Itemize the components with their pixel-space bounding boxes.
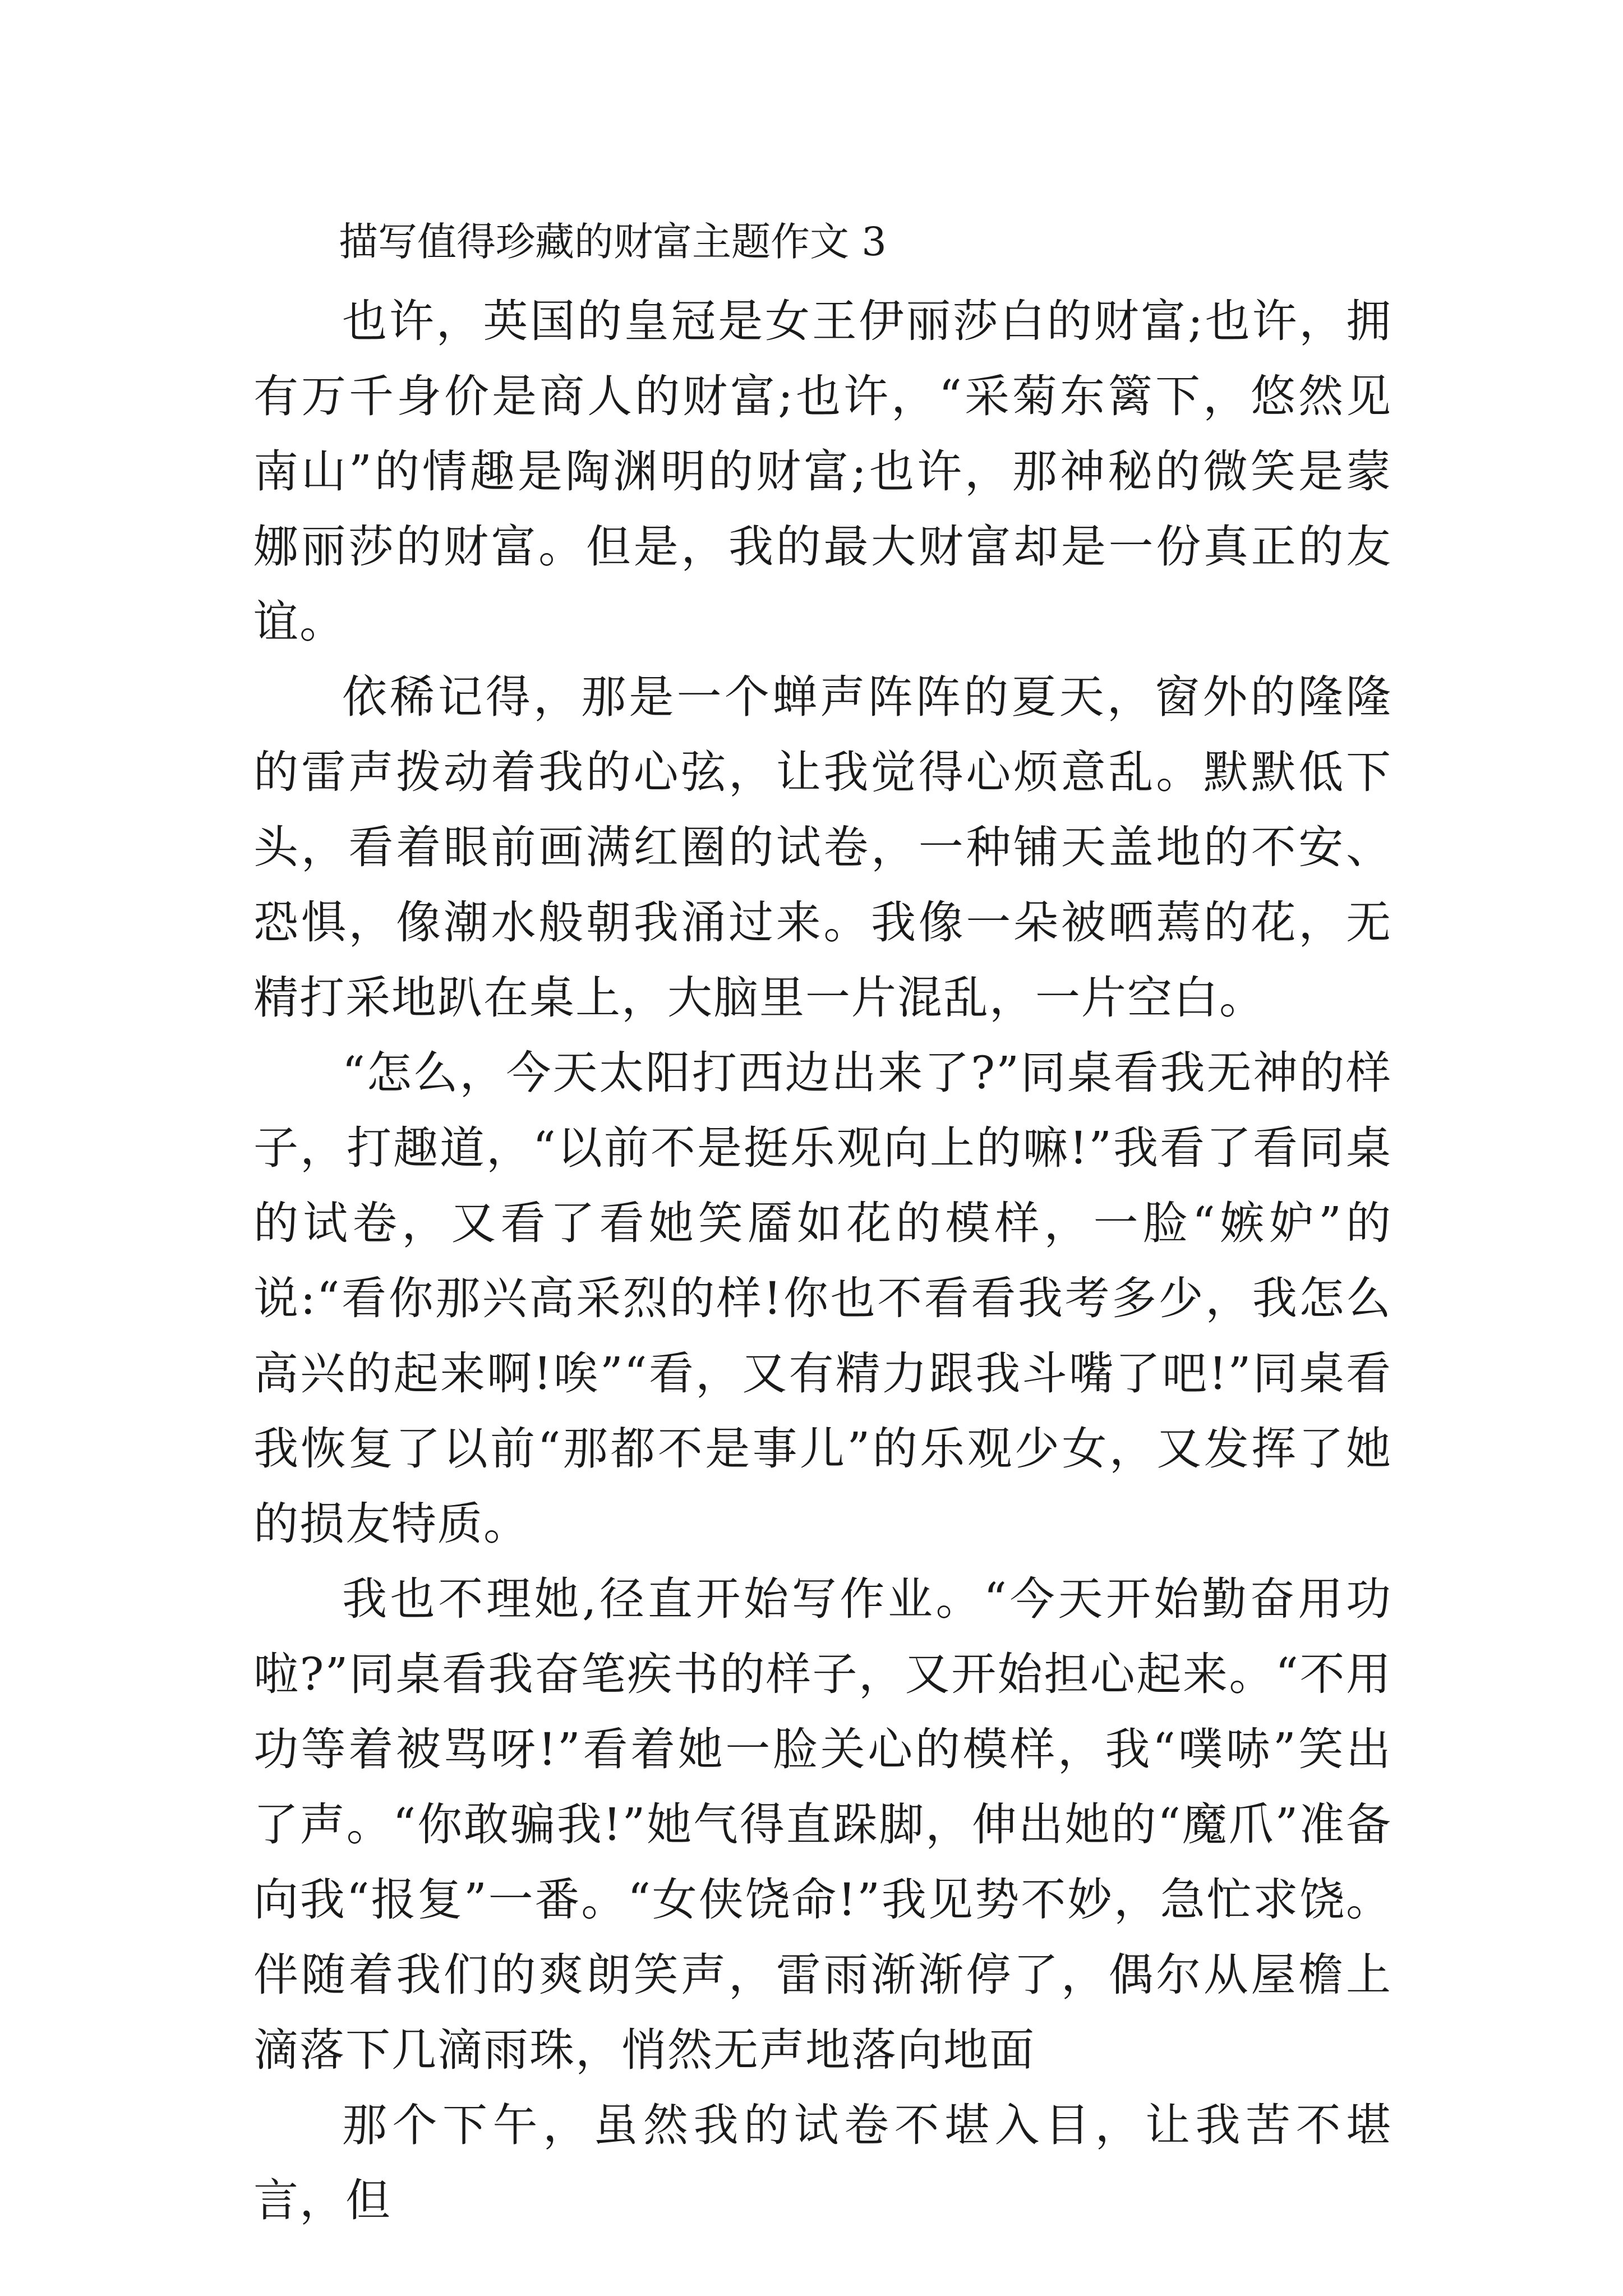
essay-paragraph: 也许，英国的皇冠是女王伊丽莎白的财富;也许，拥有万千身价是商人的财富;也许，“采菊东篱下，悠然见南山”的情趣是陶渊明的财富;也许，那神秘的微笑是蒙娜丽莎的财富。但是，我的最大财富却是一份真正的友谊。: [253, 295, 1392, 648]
essay-body: [253, 206, 1392, 2238]
essay-paragraph: “怎么，今天太阳打西边出来了?”同桌看我无神的样子，打趣道，“以前不是挺乐观向上的嘛!”我看了看同桌的试卷，又看了看她笑靥如花的模样，一脸“嫉妒”的说:“看你那兴高采烈的样!你也不看看我考多少，我怎么高兴的起来啊!唉”“看，又有精力跟我斗嘴了吧!”同桌看我恢复了以前“那都不是事儿”的乐观少女，又发挥了她的损友特质。: [253, 1047, 1392, 1550]
essay-paragraph: 那个下午，虽然我的试卷不堪入目，让我苦不堪言，但: [253, 2099, 1392, 2226]
essay-title: 描写值得珍藏的财富主题作文 3: [339, 219, 887, 265]
essay-paragraph: 我也不理她,径直开始写作业。“今天开始勤奋用功啦?”同桌看我奋笔疾书的样子，又开始担心起来。“不用功等着被骂呀!”看着她一脸关心的模样，我“噗哧”笑出了声。“你敢骗我!”她气得直跺脚，伸出她的“魔爪”准备向我“报复”一番。“女侠饶命!”我见势不妙，急忙求饶。伴随着我们的爽朗笑声，雷雨渐渐停了，偶尔从屋檐上滴落下几滴雨珠，悄然无声地落向地面: [253, 1573, 1392, 2076]
essay-paragraph: 依稀记得，那是一个蝉声阵阵的夏天，窗外的隆隆的雷声拨动着我的心弦，让我觉得心烦意乱。默默低下头，看着眼前画满红圈的试卷，一种铺天盖地的不安、恐惧，像潮水般朝我涌过来。我像一朵被晒蔫的花，无精打采地趴在桌上，大脑里一片混乱，一片空白。: [253, 671, 1392, 1024]
